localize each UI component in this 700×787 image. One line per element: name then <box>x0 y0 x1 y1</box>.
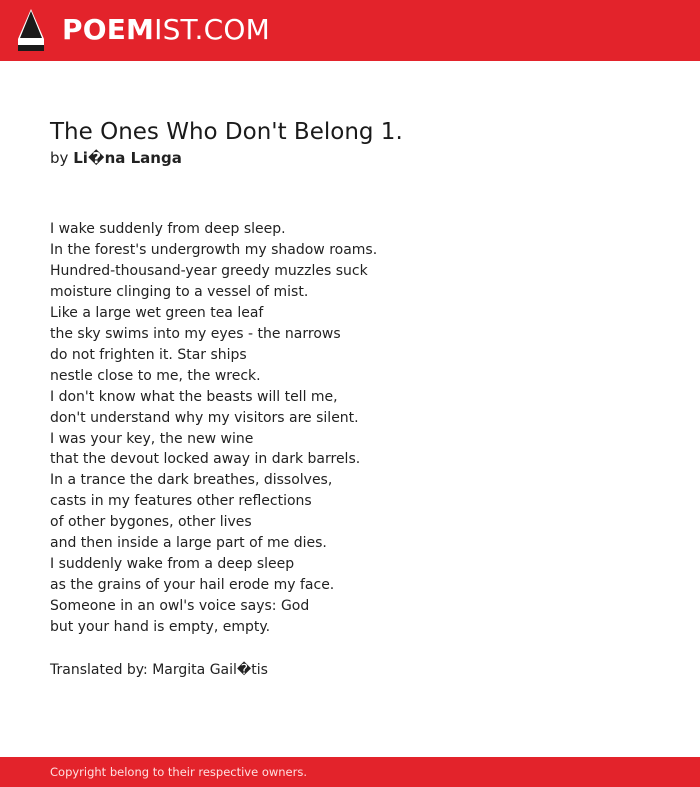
poem-line: Like a large wet green tea leaf <box>50 304 264 321</box>
poem-line: don't understand why my visitors are silent. <box>50 409 359 426</box>
poem-line: Hundred-thousand-year greedy muzzles suck <box>50 262 368 279</box>
poem-line: as the grains of your hail erode my face. <box>50 577 335 594</box>
poem-line: but your hand is empty, empty. <box>50 619 271 636</box>
translator-credit: Translated by: Margita Gail�tis <box>50 662 268 678</box>
author-name[interactable]: Li�na Langa <box>73 149 182 167</box>
poem-line: nestle close to me, the wreck. <box>50 367 261 384</box>
poem-line: and then inside a large part of me dies. <box>50 535 327 552</box>
poem-line: In a trance the dark breathes, dissolves, <box>50 472 333 489</box>
poem-line: I wake suddenly from deep sleep. <box>50 221 286 237</box>
site-logo[interactable] <box>62 11 270 49</box>
poem-body <box>50 219 377 638</box>
poem-line: of other bygones, other lives <box>50 514 252 531</box>
poem-line: that the devout locked away in dark barrels. <box>50 451 361 468</box>
site-footer <box>0 757 700 787</box>
poem-line: I was your key, the new wine <box>50 430 254 447</box>
pencil-tip-icon[interactable] <box>18 9 44 51</box>
poem-line: do not frighten it. Star ships <box>50 346 247 363</box>
logo-brand-bold: POEM <box>62 13 155 46</box>
poem-title: The Ones Who Don't Belong 1. <box>50 119 403 145</box>
copyright-notice: Copyright belong to their respective owners. <box>50 765 308 779</box>
poem-line: I suddenly wake from a deep sleep <box>50 556 295 573</box>
poem-line: moisture clinging to a vessel of mist. <box>50 283 309 300</box>
poem-line: the sky swims into my eyes - the narrows <box>50 325 341 342</box>
poem-line: Someone in an owl's voice says: God <box>50 598 310 615</box>
poem-byline <box>50 148 182 169</box>
site-header <box>0 0 700 61</box>
poem-line: In the forest's undergrowth my shadow roams. <box>50 241 378 258</box>
poem-line: I don't know what the beasts will tell me, <box>50 388 338 405</box>
poem-line: casts in my features other reflections <box>50 493 312 510</box>
by-label: by <box>50 149 69 167</box>
logo-brand-light: IST.COM <box>154 13 270 46</box>
